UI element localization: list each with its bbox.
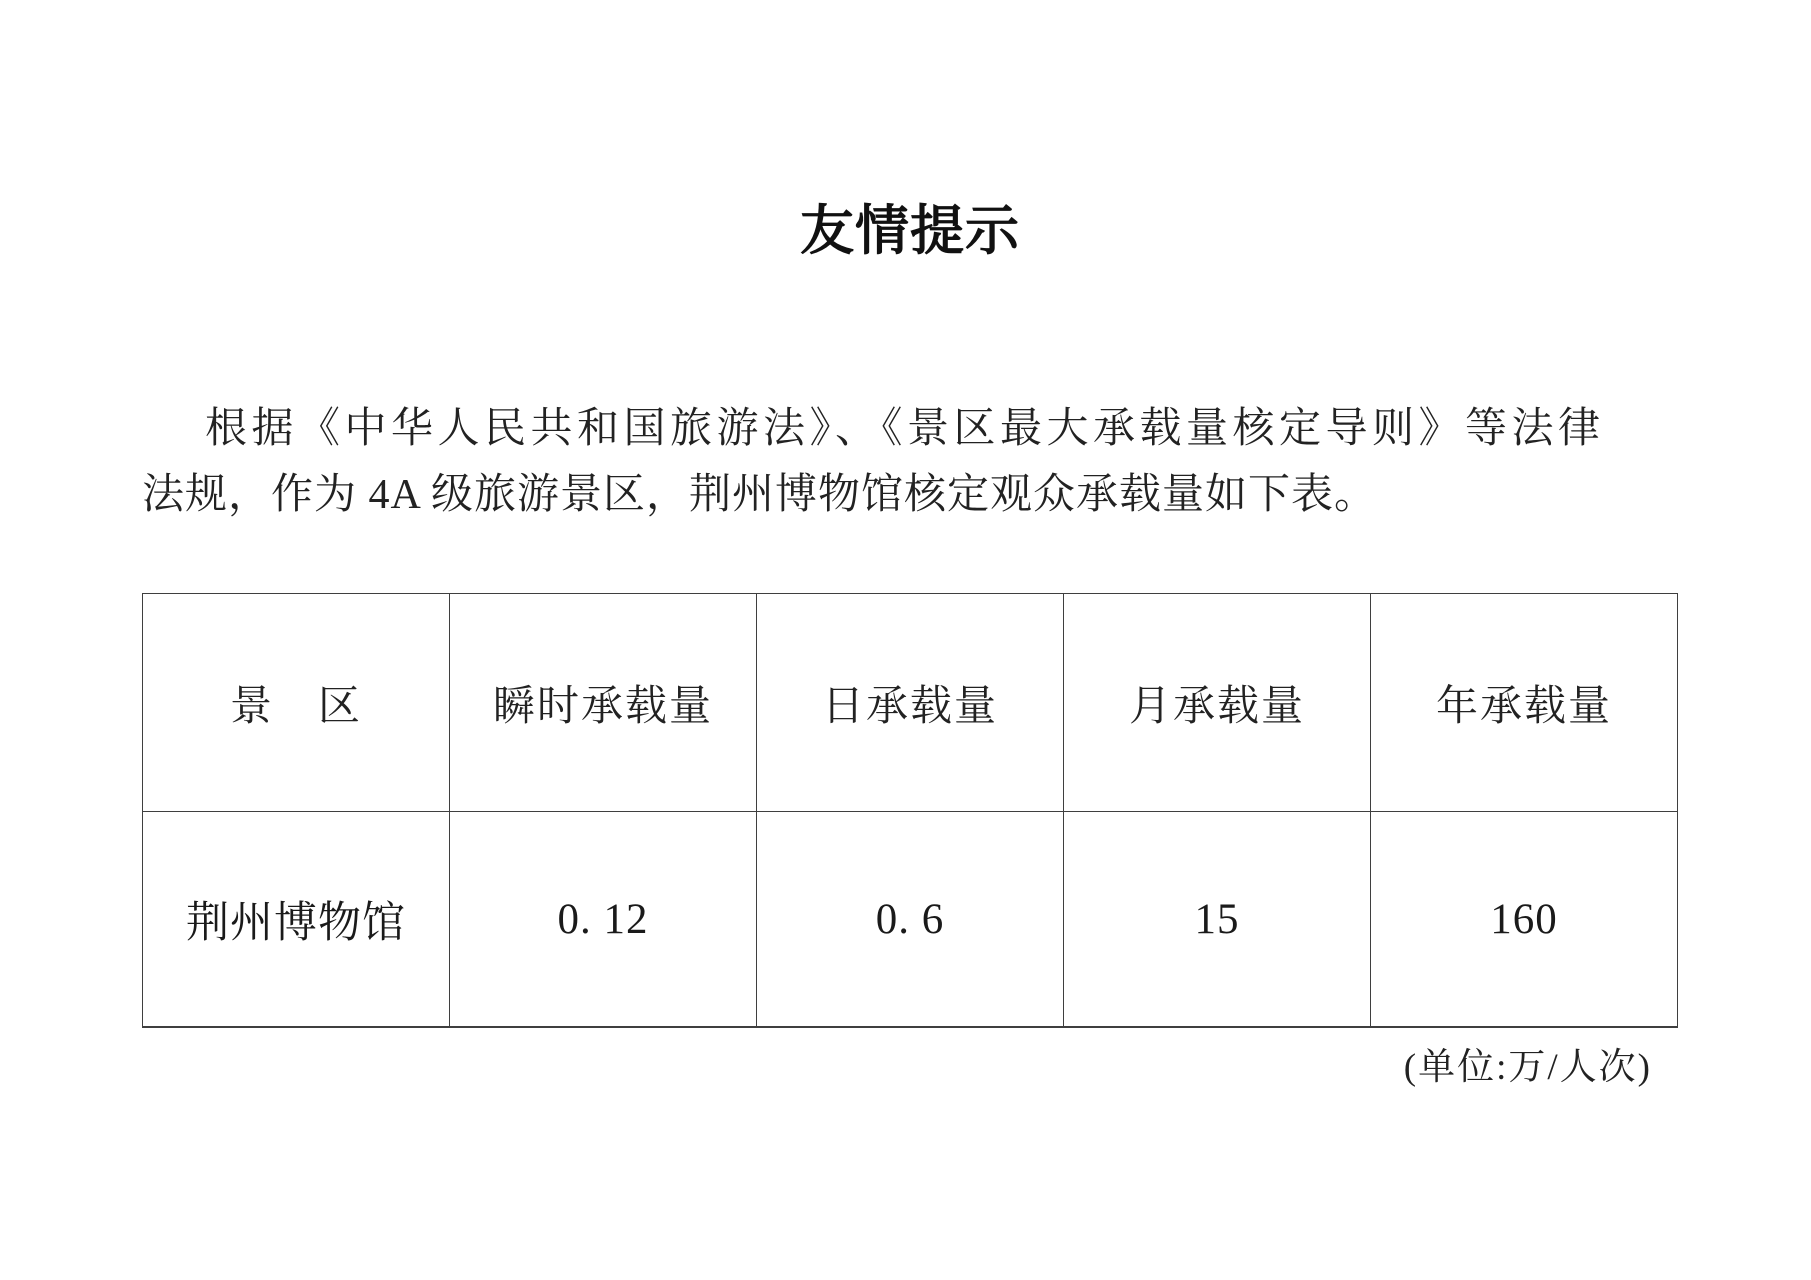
header-cell-instant-capacity: 瞬时承载量 [450, 594, 757, 812]
paragraph-line-1: 根据《中华人民共和国旅游法》、《景区最大承载量核定导则》等法律 [205, 406, 1605, 452]
cell-scenic-area-name: 荆州博物馆 [143, 812, 450, 1028]
cell-yearly-capacity-value: 160 [1371, 812, 1678, 1028]
header-cell-daily-capacity: 日承载量 [757, 594, 1064, 812]
unit-note: (单位:万/人次) [1403, 1047, 1652, 1088]
paragraph-line-2: 法规，作为 4A 级旅游景区，荆州博物馆核定观众承载量如下表。 [142, 472, 1378, 518]
cell-instant-capacity-value: 0. 12 [450, 812, 757, 1028]
header-cell-monthly-capacity: 月承载量 [1064, 594, 1371, 812]
capacity-table-data-row [143, 812, 1678, 1028]
notice-paragraph [142, 396, 1687, 528]
page-title: 友情提示 [800, 201, 1020, 261]
cell-monthly-capacity-value: 15 [1064, 812, 1371, 1028]
header-cell-scenic-area: 景 区 [143, 594, 450, 812]
capacity-table-header-row [143, 594, 1678, 812]
capacity-table [142, 593, 1678, 1028]
cell-daily-capacity-value: 0. 6 [757, 812, 1064, 1028]
header-cell-yearly-capacity: 年承载量 [1371, 594, 1678, 812]
